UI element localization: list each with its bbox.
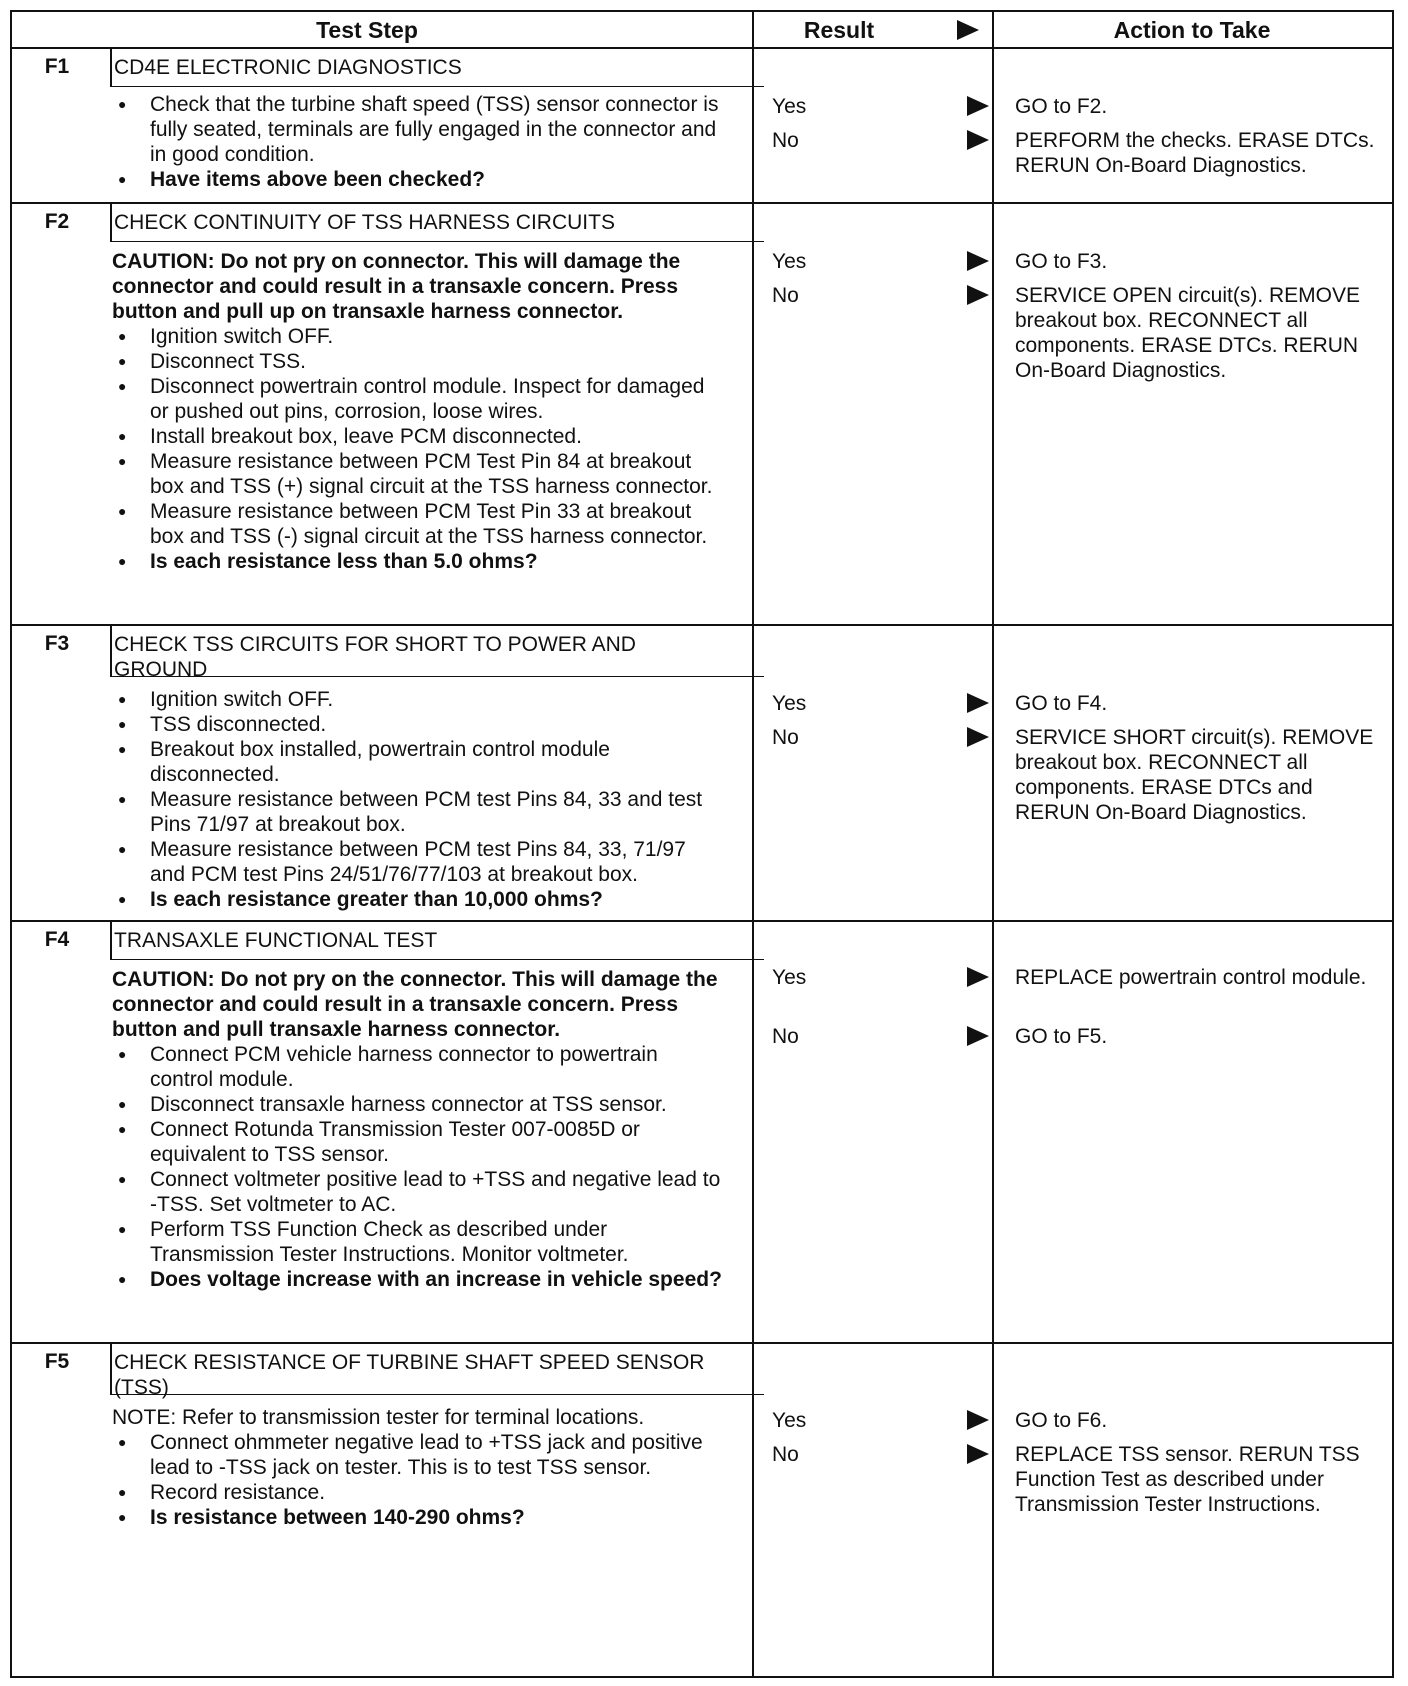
step-number: F2	[44, 210, 70, 233]
header-action: Action to Take	[1113, 17, 1271, 43]
result-arrow-icon	[967, 693, 989, 713]
result-no: No	[772, 1025, 799, 1048]
step-body	[112, 249, 722, 574]
result-arrow-icon	[967, 1026, 989, 1046]
step-instruction-bullet: ● Check that the turbine shaft speed (TSS) sensor connector is fully seated, terminals are fully engaged in the connector and in good condition.	[112, 92, 722, 167]
step-note: CAUTION: Do not pry on connector. This will damage the connector and could result in a transaxle concern. Press button and pull up on transaxle harness connector.	[112, 250, 681, 323]
step-instruction-bullet: ● Is resistance between 140-290 ohms?	[112, 1505, 722, 1530]
step-title: CHECK TSS CIRCUITS FOR SHORT TO POWER AND GROUND	[114, 633, 636, 681]
step-instruction-bullet: ● Install breakout box, leave PCM disconnected.	[112, 424, 722, 449]
result-arrow-icon	[967, 285, 989, 305]
step-instruction-bullet: ● TSS disconnected.	[112, 712, 722, 737]
result-arrow-icon	[967, 96, 989, 116]
action-text: SERVICE OPEN circuit(s). REMOVE breakout box. RECONNECT all components. ERASE DTCs. RERUN On-Board Diagnostics.	[1015, 284, 1361, 382]
result-arrow-icon	[967, 967, 989, 987]
result-yes: Yes	[772, 692, 807, 715]
result-yes: Yes	[772, 250, 807, 273]
result-arrow-icon	[967, 251, 989, 271]
step-instruction-bullet: ● Connect PCM vehicle harness connector to powertrain control module.	[112, 1042, 722, 1092]
step-instruction-bullet: ● Is each resistance less than 5.0 ohms?	[112, 549, 722, 574]
header-arrow-icon	[957, 20, 979, 40]
step-number: F1	[44, 55, 70, 78]
step-instruction-bullet: ● Disconnect transaxle harness connector at TSS sensor.	[112, 1092, 722, 1117]
step-number: F3	[44, 632, 70, 655]
step-title: CHECK CONTINUITY OF TSS HARNESS CIRCUITS	[114, 211, 615, 234]
action-text: GO to F6.	[1015, 1409, 1108, 1432]
result-no: No	[772, 1443, 799, 1466]
step-instruction-bullet: ● Ignition switch OFF.	[112, 687, 722, 712]
step-number: F4	[44, 928, 70, 951]
header-test-step: Test Step	[316, 17, 418, 43]
step-instruction-bullet: ● Does voltage increase with an increase in vehicle speed?	[112, 1267, 722, 1292]
result-no: No	[772, 726, 799, 749]
action-text: PERFORM the checks. ERASE DTCs. RERUN On-Board Diagnostics.	[1015, 129, 1375, 177]
step-instruction-bullet: ● Connect ohmmeter negative lead to +TSS jack and positive lead to -TSS jack on tester. This is to test TSS sensor.	[112, 1430, 722, 1480]
action-text: REPLACE powertrain control module.	[1015, 966, 1367, 989]
result-arrow-icon	[967, 1410, 989, 1430]
column-divider-step	[752, 12, 754, 1678]
step-instruction-bullet: ● Is each resistance greater than 10,000 ohms?	[112, 887, 722, 912]
step-title: TRANSAXLE FUNCTIONAL TEST	[114, 929, 438, 952]
step-instruction-bullet: ● Connect Rotunda Transmission Tester 007-0085D or equivalent to TSS sensor.	[112, 1117, 722, 1167]
step-number: F5	[44, 1350, 70, 1373]
action-text: REPLACE TSS sensor. RERUN TSS Function Test as described under Transmission Tester Instructions.	[1015, 1443, 1360, 1516]
step-instruction-bullet: ● Disconnect TSS.	[112, 349, 722, 374]
step-instruction-bullet: ● Disconnect powertrain control module. Inspect for damaged or pushed out pins, corrosion, loose wires.	[112, 374, 722, 424]
step-note: NOTE: Refer to transmission tester for terminal locations.	[112, 1406, 645, 1429]
step-body	[112, 92, 722, 192]
step-instruction-bullet: ● Have items above been checked?	[112, 167, 722, 192]
step-body	[112, 687, 722, 912]
step-note: CAUTION: Do not pry on the connector. This will damage the connector and could result in a transaxle concern. Press button and pull transaxle harness connector.	[112, 968, 718, 1041]
result-no: No	[772, 129, 799, 152]
step-instruction-bullet: ● Breakout box installed, powertrain control module disconnected.	[112, 737, 722, 787]
step-instruction-bullet: ● Measure resistance between PCM test Pins 84, 33, 71/97 and PCM test Pins 24/51/76/77/103 at breakout box.	[112, 837, 722, 887]
action-text: GO to F4.	[1015, 692, 1108, 715]
result-arrow-icon	[967, 130, 989, 150]
step-instruction-bullet: ● Measure resistance between PCM Test Pin 33 at breakout box and TSS (-) signal circuit at the TSS harness connector.	[112, 499, 722, 549]
result-arrow-icon	[967, 1444, 989, 1464]
result-yes: Yes	[772, 95, 807, 118]
action-text: GO to F3.	[1015, 250, 1108, 273]
result-no: No	[772, 284, 799, 307]
result-arrow-icon	[967, 727, 989, 747]
action-text: GO to F2.	[1015, 95, 1108, 118]
column-divider-action	[992, 12, 994, 1678]
step-instruction-bullet: ● Perform TSS Function Check as described under Transmission Tester Instructions. Monitor voltmeter.	[112, 1217, 722, 1267]
step-body	[112, 967, 722, 1292]
header-result: Result	[803, 17, 875, 43]
step-body	[112, 1405, 722, 1530]
step-instruction-bullet: ● Ignition switch OFF.	[112, 324, 722, 349]
step-title: CD4E ELECTRONIC DIAGNOSTICS	[114, 56, 462, 79]
diagnostic-table	[10, 10, 1394, 1678]
step-instruction-bullet: ● Connect voltmeter positive lead to +TSS and negative lead to -TSS. Set voltmeter to AC.	[112, 1167, 722, 1217]
step-instruction-bullet: ● Measure resistance between PCM test Pins 84, 33 and test Pins 71/97 at breakout box.	[112, 787, 722, 837]
step-instruction-bullet: ● Record resistance.	[112, 1480, 722, 1505]
result-yes: Yes	[772, 1409, 807, 1432]
step-title: CHECK RESISTANCE OF TURBINE SHAFT SPEED SENSOR (TSS)	[114, 1351, 705, 1399]
result-yes: Yes	[772, 966, 807, 989]
action-text: GO to F5.	[1015, 1025, 1108, 1048]
action-text: SERVICE SHORT circuit(s). REMOVE breakout box. RECONNECT all components. ERASE DTCs and RERUN On-Board Diagnostics.	[1015, 726, 1374, 824]
step-instruction-bullet: ● Measure resistance between PCM Test Pin 84 at breakout box and TSS (+) signal circuit at the TSS harness connector.	[112, 449, 722, 499]
